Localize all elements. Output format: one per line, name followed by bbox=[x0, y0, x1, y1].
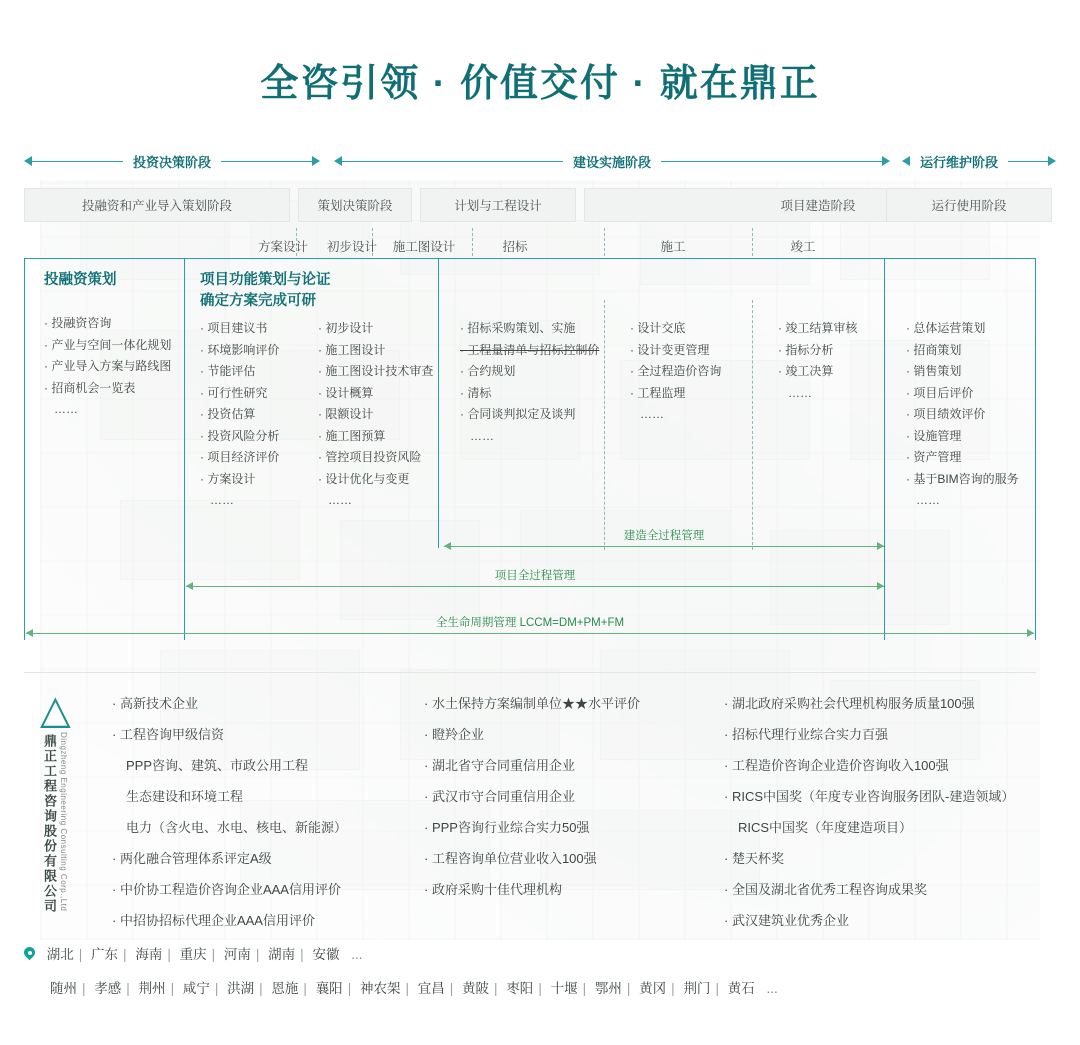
list-item: · 投资估算 bbox=[200, 404, 316, 426]
phase-label: 运行维护阶段 bbox=[920, 154, 999, 170]
column-planning-items bbox=[200, 318, 316, 512]
list-item-ellipsis: …… bbox=[54, 402, 78, 416]
list-item: · 限额设计 bbox=[318, 404, 438, 426]
panel-left-line bbox=[24, 258, 25, 640]
mgmt-bar-lifecycle bbox=[26, 614, 1034, 634]
separator: | bbox=[671, 981, 675, 996]
list-item: · 清标 bbox=[460, 383, 600, 405]
list-item-ellipsis: …… bbox=[788, 385, 812, 400]
divider-dashed-col bbox=[752, 300, 753, 550]
column-item-list bbox=[460, 318, 600, 447]
credential-item: · RICS中国奖（年度专业咨询服务团队-建造领域） bbox=[724, 781, 1054, 812]
city-item: 荆门 bbox=[683, 981, 711, 996]
mgmt-bar-project-process bbox=[186, 567, 884, 587]
panel-right-line bbox=[1035, 258, 1036, 640]
list-item-ellipsis: …… bbox=[470, 428, 494, 443]
column-item-list bbox=[778, 318, 888, 404]
arrow-left-cap-icon bbox=[24, 156, 32, 166]
footer-provinces-row bbox=[24, 938, 1036, 972]
credential-item: · 湖北政府采购社会代理机构服务质量100强 bbox=[724, 688, 1054, 719]
divider-dashed bbox=[604, 228, 605, 256]
credential-item: · 楚天杯奖 bbox=[724, 843, 1054, 874]
divider-dashed bbox=[752, 228, 753, 256]
credential-item: · 中价协工程造价咨询企业AAA信用评价 bbox=[112, 874, 412, 905]
mgmt-label: 建造全过程管理 bbox=[623, 530, 705, 542]
column-item-list bbox=[906, 318, 1046, 512]
divider-dashed bbox=[472, 228, 473, 256]
list-item-ellipsis: …… bbox=[328, 493, 352, 507]
list-item: · 管控项目投资风险 bbox=[318, 447, 438, 469]
column-operation-items bbox=[906, 318, 1046, 512]
city-item: 洪湖 bbox=[227, 981, 255, 996]
separator: | bbox=[78, 947, 83, 962]
city-item: 随州 bbox=[50, 981, 77, 996]
list-item: · 设计优化与变更 bbox=[318, 469, 438, 491]
company-logo bbox=[40, 687, 110, 914]
city-item: 孝感 bbox=[94, 981, 122, 996]
city-item: 荆州 bbox=[138, 981, 166, 996]
list-item: · 竣工决算 bbox=[778, 361, 888, 383]
credential-item: · PPP咨询行业综合实力50强 bbox=[424, 812, 714, 843]
province-item: 重庆 bbox=[179, 947, 207, 962]
city-item: 恩施 bbox=[271, 981, 299, 996]
list-item: · 招标采购策划、实施 bbox=[460, 318, 600, 340]
city-item: 神农架 bbox=[359, 981, 401, 996]
column-item-list bbox=[44, 313, 174, 421]
credentials-column-2 bbox=[424, 688, 714, 905]
separator: | bbox=[211, 947, 216, 962]
list-item: · 项目经济评价 bbox=[200, 447, 316, 469]
separator: | bbox=[494, 981, 498, 996]
separator: | bbox=[255, 947, 260, 962]
substage-tender: 招标 bbox=[502, 240, 528, 254]
city-item: 鄂州 bbox=[594, 981, 622, 996]
list-item: · 基于BIM咨询的服务 bbox=[906, 469, 1046, 491]
province-more: ... bbox=[351, 947, 363, 962]
credential-item: PPP咨询、建筑、市政公用工程 bbox=[126, 758, 309, 773]
list-item: · 项目后评价 bbox=[906, 383, 1046, 405]
list-item: · 投资风险分析 bbox=[200, 426, 316, 448]
mgmt-arrow-line bbox=[26, 633, 1034, 634]
list-item: · 项目绩效评价 bbox=[906, 404, 1046, 426]
substage-construction: 施工 bbox=[660, 240, 686, 254]
list-item: · 环境影响评价 bbox=[200, 340, 316, 362]
phase-label: 建设实施阶段 bbox=[573, 154, 652, 170]
column-item-list bbox=[200, 318, 316, 512]
list-item: · 设施管理 bbox=[906, 426, 1046, 448]
page-title: 全咨引领 · 价值交付 · 就在鼎正 bbox=[260, 63, 820, 105]
arrow-right-cap-icon bbox=[882, 156, 890, 166]
city-item: 宜昌 bbox=[417, 981, 445, 996]
stage-box-financing: 投融资和产业导入策划阶段 bbox=[24, 188, 290, 222]
separator: | bbox=[538, 981, 542, 996]
phase-label: 投资决策阶段 bbox=[133, 154, 212, 170]
credential-item: · 湖北省守合同重信用企业 bbox=[424, 750, 714, 781]
list-item: · 竣工结算审核 bbox=[778, 318, 888, 340]
separator: | bbox=[167, 947, 171, 962]
province-item: 海南 bbox=[135, 947, 163, 962]
list-item: · 设计变更管理 bbox=[630, 340, 746, 362]
column-heading: 投融资策划 bbox=[44, 272, 117, 288]
phase-arrow-operation bbox=[902, 150, 1056, 172]
list-item: · 方案设计 bbox=[200, 469, 316, 491]
city-item: 十堰 bbox=[550, 981, 578, 996]
column-project-function-heading bbox=[200, 270, 440, 312]
substage-completion: 竣工 bbox=[790, 240, 816, 254]
logo-mark-icon: △ bbox=[40, 687, 71, 733]
list-item: · 产业与空间一体化规划 bbox=[44, 335, 174, 357]
separator: | bbox=[170, 981, 175, 996]
divider-col1 bbox=[184, 258, 185, 640]
credential-item: 生态建设和环境工程 bbox=[126, 789, 244, 804]
list-item: · 设计概算 bbox=[318, 383, 438, 405]
list-item: · 投融资咨询 bbox=[44, 313, 174, 335]
credential-item: · 武汉建筑业优秀企业 bbox=[724, 905, 1054, 936]
column-completion-items bbox=[778, 318, 888, 404]
list-item: · 招商机会一览表 bbox=[44, 378, 174, 400]
list-item: · 设计交底 bbox=[630, 318, 746, 340]
credential-item: 电力（含火电、水电、核电、新能源） bbox=[126, 820, 348, 835]
separator: | bbox=[582, 981, 587, 996]
list-item-ellipsis: …… bbox=[916, 493, 940, 507]
footer-cities-row bbox=[24, 972, 1036, 1006]
divider-dashed-col bbox=[604, 300, 605, 550]
list-item: · 产业导入方案与路线图 bbox=[44, 356, 174, 378]
arrow-right-cap-icon bbox=[1048, 156, 1056, 166]
logo-name-cn: 鼎正工程咨询股份有限公司 bbox=[42, 734, 57, 914]
stage-box-operation-use: 运行使用阶段 bbox=[886, 188, 1052, 222]
credential-item: · 政府采购十佳代理机构 bbox=[424, 874, 714, 905]
arrow-left-cap-icon bbox=[902, 156, 910, 166]
substage-construction-drawing-design: 施工图设计 bbox=[392, 240, 456, 254]
stage-box-plan-design: 计划与工程设计 bbox=[420, 188, 576, 222]
credential-item: · 工程咨询甲级信资 bbox=[112, 719, 412, 750]
separator: | bbox=[126, 981, 130, 996]
list-item: · 工程量清单与招标控制价 bbox=[460, 340, 600, 362]
divider-col2 bbox=[438, 258, 439, 548]
province-item: 湖南 bbox=[268, 947, 296, 962]
footer-regions bbox=[24, 938, 1036, 1006]
mgmt-arrow-line bbox=[444, 546, 884, 547]
list-item: · 项目建议书 bbox=[200, 318, 316, 340]
credential-item: · 全国及湖北省优秀工程咨询成果奖 bbox=[724, 874, 1054, 905]
list-item: · 指标分析 bbox=[778, 340, 888, 362]
mgmt-arrow-line bbox=[186, 586, 884, 587]
list-item-ellipsis: …… bbox=[210, 493, 234, 507]
separator: | bbox=[82, 981, 86, 996]
credential-item: · 中招协招标代理企业AAA信用评价 bbox=[112, 905, 412, 936]
substage-scheme-design: 方案设计 bbox=[257, 240, 308, 254]
list-item: · 可行性研究 bbox=[200, 383, 316, 405]
column-financing bbox=[44, 270, 174, 421]
separator: | bbox=[449, 981, 454, 996]
credentials-list bbox=[112, 688, 412, 936]
credential-item: · 瞪羚企业 bbox=[424, 719, 714, 750]
credential-item: · 工程咨询单位营业收入100强 bbox=[424, 843, 714, 874]
column-heading-line2: 确定方案完成可研 bbox=[200, 293, 316, 309]
arrow-line bbox=[32, 161, 123, 162]
city-item: 枣阳 bbox=[506, 981, 534, 996]
substage-preliminary-design: 初步设计 bbox=[326, 240, 377, 254]
column-heading-line1: 项目功能策划与论证 bbox=[200, 272, 331, 288]
phase-arrow-investment bbox=[24, 150, 320, 172]
province-item: 广东 bbox=[91, 947, 119, 962]
arrow-right-cap-icon bbox=[312, 156, 320, 166]
arrow-left-cap-icon bbox=[334, 156, 342, 166]
list-item: · 资产管理 bbox=[906, 447, 1046, 469]
city-item: 黄石 bbox=[727, 981, 755, 996]
credentials-list bbox=[424, 688, 714, 905]
city-item: 黄冈 bbox=[639, 981, 667, 996]
list-item: · 初步设计 bbox=[318, 318, 438, 340]
arrow-line bbox=[342, 161, 563, 162]
credentials-column-1 bbox=[112, 688, 412, 936]
divider-col6 bbox=[884, 258, 885, 640]
mgmt-label: 全生命周期管理 LCCM=DM+PM+FM bbox=[435, 617, 625, 629]
column-tender-items bbox=[460, 318, 600, 447]
list-item: · 施工图设计 bbox=[318, 340, 438, 362]
separator: | bbox=[626, 981, 631, 996]
city-item: 襄阳 bbox=[315, 981, 343, 996]
separator: | bbox=[303, 981, 307, 996]
credential-item: · 水土保持方案编制单位★★水平评价 bbox=[424, 688, 714, 719]
list-item: · 施工图设计技术审查 bbox=[318, 361, 438, 383]
arrow-line bbox=[221, 161, 312, 162]
city-item: 黄陂 bbox=[462, 981, 490, 996]
list-item: · 工程监理 bbox=[630, 383, 746, 405]
list-item: · 全过程造价咨询 bbox=[630, 361, 746, 383]
list-item: · 招商策划 bbox=[906, 340, 1046, 362]
phase-arrow-construction bbox=[334, 150, 890, 172]
city-more: ... bbox=[766, 981, 778, 996]
mgmt-label: 项目全过程管理 bbox=[494, 570, 576, 582]
separator: | bbox=[300, 947, 304, 962]
credential-item: · 工程造价咨询企业造价咨询收入100强 bbox=[724, 750, 1054, 781]
stage-box-planning-decision: 策划决策阶段 bbox=[298, 188, 412, 222]
credential-item: · 招标代理行业综合实力百强 bbox=[724, 719, 1054, 750]
separator: | bbox=[123, 947, 127, 962]
list-item: · 施工图预算 bbox=[318, 426, 438, 448]
credential-item: · 两化融合管理体系评定A级 bbox=[112, 843, 412, 874]
column-design-items bbox=[318, 318, 438, 512]
column-item-list bbox=[630, 318, 746, 426]
credentials-list bbox=[724, 688, 1054, 936]
credentials-column-3 bbox=[724, 688, 1054, 936]
column-construction-items bbox=[630, 318, 746, 426]
separator: | bbox=[214, 981, 219, 996]
arrow-line bbox=[1008, 161, 1048, 162]
separator: | bbox=[347, 981, 352, 996]
location-pin-icon bbox=[24, 947, 37, 960]
province-item: 河南 bbox=[223, 947, 251, 962]
separator: | bbox=[405, 981, 409, 996]
list-item: · 销售策划 bbox=[906, 361, 1046, 383]
list-item: · 合约规划 bbox=[460, 361, 600, 383]
arrow-line bbox=[661, 161, 882, 162]
list-item-ellipsis: …… bbox=[640, 407, 664, 421]
separator: | bbox=[259, 981, 263, 996]
city-item: 咸宁 bbox=[182, 981, 210, 996]
credential-item: · 高新技术企业 bbox=[112, 688, 412, 719]
province-item: 安徽 bbox=[312, 947, 340, 962]
list-item: · 总体运营策划 bbox=[906, 318, 1046, 340]
list-item: · 节能评估 bbox=[200, 361, 316, 383]
mgmt-bar-construction-process bbox=[444, 527, 884, 547]
separator: | bbox=[715, 981, 719, 996]
stage-box-project-build: 项目建造阶段 bbox=[584, 188, 1052, 222]
credential-item: · 武汉市守合同重信用企业 bbox=[424, 781, 714, 812]
logo-name-en: Dingzheng Engineering Consulting Corp.,Ltd bbox=[59, 732, 68, 912]
phase-arrow-row bbox=[24, 150, 1056, 174]
credential-item: RICS中国奖（年度建造项目） bbox=[738, 820, 913, 835]
column-item-list bbox=[318, 318, 438, 512]
list-item: · 合同谈判拟定及谈判 bbox=[460, 404, 600, 426]
province-item: 湖北 bbox=[46, 947, 74, 962]
